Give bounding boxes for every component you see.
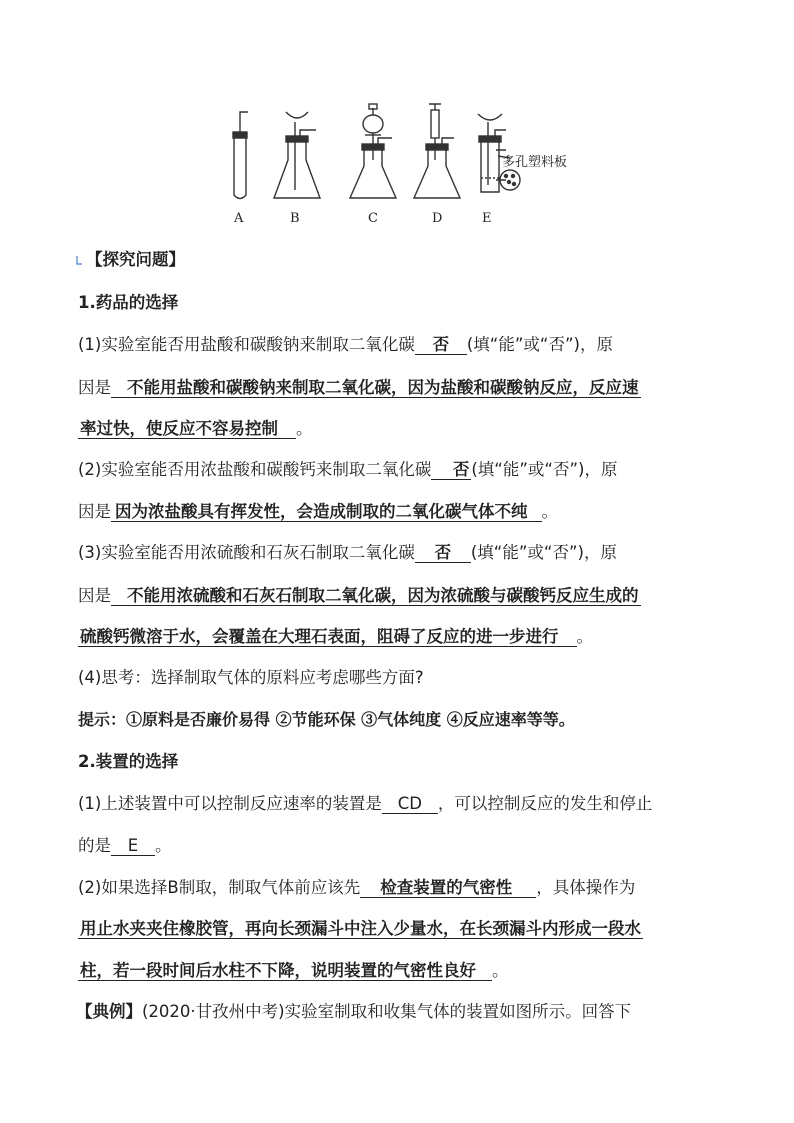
porous-plate-label: 多孔塑料板 [502,155,568,170]
part1-q1-reason-line1 [78,377,641,399]
q2-answer: 否 [431,460,471,480]
example-text: (2020·甘孜州中考)实验室制取和收集气体的装置如图所示。回答下 [142,1002,632,1021]
label-b: B [290,211,300,226]
period: 。 [296,419,313,438]
apparatus-e [478,114,520,192]
hint: 提示：①原料是否廉价易得 ②节能环保 ③气体纯度 ④反应速率等等。 [78,710,575,729]
part1-q4: (4)思考：选择制取气体的原料应考虑哪些方面? [78,668,424,687]
example-tag: 【典例】 [76,1002,142,1021]
q3-suffix: (填“能”或“否”)，原 [470,543,617,562]
label-d: D [432,211,443,226]
p2q1-mid: ，可以控制反应的发生和停止 [437,794,653,813]
q1-text: (1)实验室能否用盐酸和碳酸钠来制取二氧化碳 [78,335,415,354]
q1-reason-prefix: 因是 [78,378,111,397]
q2-suffix: (填“能”或“否”)，原 [471,460,618,479]
p2q1-l2-prefix: 的是 [78,836,111,855]
part2-q2-op-line1 [78,918,643,940]
p2q2-op-l2: 柱，若一段时间后水柱不下降，说明装置的气密性良好 [78,961,492,981]
part1-q3-reason-line1 [78,585,641,607]
part1-q1 [78,334,613,356]
p2q1-text: (1)上述装置中可以控制反应速率的装置是 [78,794,382,813]
apparatus-a [233,112,248,199]
q1-suffix: (填“能”或“否”)，原 [466,335,613,354]
apparatus-figure [220,100,580,230]
q1-reason-l1: 不能用盐酸和碳酸钠来制取二氧化碳，因为盐酸和碳酸钠反应，反应速 [111,378,641,398]
p2q1-answer: CD [382,794,438,814]
p2q2-text: (2)如果选择B制取，制取气体前应该先 [78,878,361,897]
q3-answer: 否 [415,543,471,563]
q3-reason-l2: 硫酸钙微溶于水，会覆盖在大理石表面，阻碍了反应的进一步进行 [78,627,577,647]
part1-heading: 1.药品的选择 [78,293,179,312]
q3-text: (3)实验室能否用浓硫酸和石灰石制取二氧化碳 [78,543,415,562]
q2-text: (2)实验室能否用浓盐酸和碳酸钙来制取二氧化碳 [78,460,432,479]
apparatus-d [414,104,460,198]
part2-q1-line2 [78,835,172,857]
section-marker-icon [76,255,84,265]
part2-heading: 2.装置的选择 [78,752,179,771]
q3-reason-prefix: 因是 [78,586,111,605]
period: 。 [576,627,593,646]
p2q2-suffix: ，具体操作为 [536,878,636,897]
part1-q2-reason [78,501,558,523]
apparatus-b [274,112,320,198]
label-e: E [482,211,492,226]
example [76,1001,631,1023]
part2-q1 [78,793,652,815]
period: 。 [541,502,558,521]
q2-reason-prefix: 因是 [78,502,111,521]
label-c: C [368,211,378,226]
label-a: A [234,211,244,226]
part1-q3 [78,542,617,564]
part2-q2 [78,877,635,899]
q3-reason-l1: 不能用浓硫酸和石灰石制取二氧化碳，因为浓硫酸与碳酸钙反应生成的 [111,586,641,606]
p2q2-op-l1: 用止水夹夹住橡胶管，再向长颈漏斗中注入少量水，在长颈漏斗内形成一段水 [80,919,641,938]
p2q2-answer: 检查装置的气密性 [360,878,536,898]
q1-answer: 否 [415,335,467,355]
part2-q2-op-line2 [78,960,509,982]
apparatus-c [350,104,396,198]
section-title: 【探究问题】 [86,250,185,269]
period: 。 [155,836,172,855]
period: 。 [492,961,509,980]
q1-reason-l2: 率过快，使反应不容易控制 [78,419,296,439]
part1-q2 [78,459,617,481]
part1-q3-reason-line2 [78,626,593,648]
part1-q1-reason-line2 [78,418,313,440]
q2-reason: 因为浓盐酸具有挥发性，会造成制取的二氧化碳气体不纯 [111,502,542,522]
p2q1-answer2: E [111,836,155,856]
